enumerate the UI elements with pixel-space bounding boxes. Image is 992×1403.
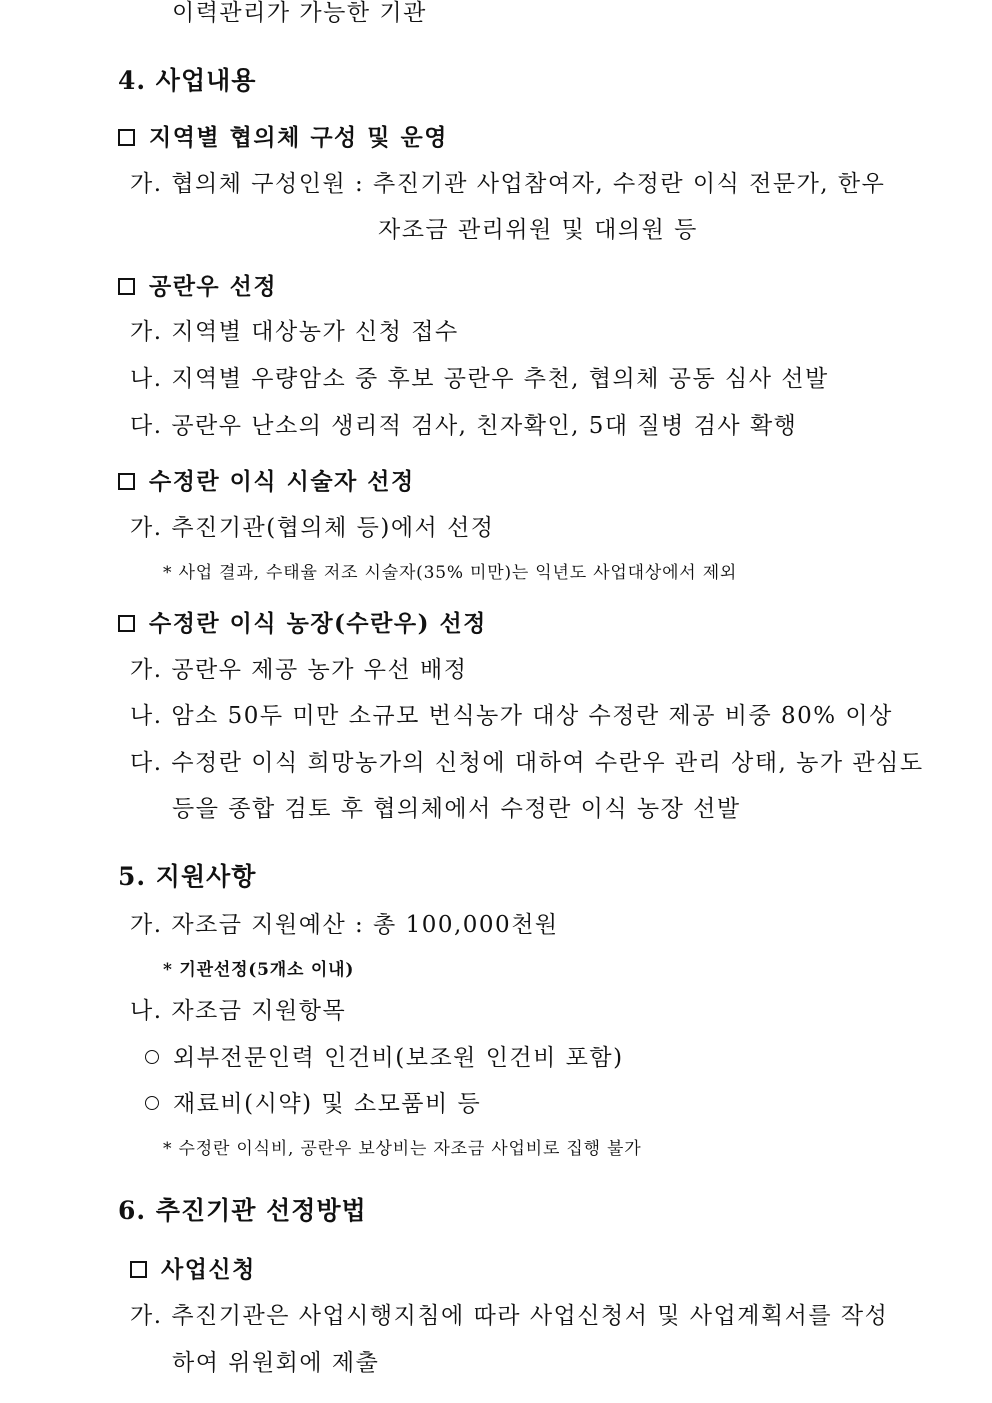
subheading-council [118, 126, 448, 149]
subheading-application [130, 1258, 256, 1281]
bullet-text: 재료비(시약) 및 소모품비 등 [173, 1091, 482, 1117]
item-text: 가. 협의체 구성인원 : 추진기관 사업참여자, 수정란 이식 전문가, 한우 [130, 171, 886, 197]
checkbox-square-icon [118, 615, 135, 632]
item-text: 가. 자조금 지원예산 : 총 100,000천원 [130, 912, 559, 938]
footnote: * 수정란 이식비, 공란우 보상비는 자조금 사업비로 집행 불가 [163, 1139, 642, 1159]
bullet-item [145, 1093, 481, 1116]
item-text: 나. 지역별 우량암소 중 후보 공란우 추천, 협의체 공동 심사 선발 [130, 366, 829, 392]
item-text-continued: 자조금 관리위원 및 대의원 등 [378, 217, 698, 243]
subheading-text: 수정란 이식 농장(수란우) 선정 [149, 610, 487, 637]
subheading-technician [118, 470, 415, 493]
subheading-donor-cow [118, 275, 277, 298]
section-heading-6: 6. 추진기관 선정방법 [118, 1196, 367, 1225]
subheading-text: 공란우 선정 [149, 273, 278, 300]
footnote: * 기관선정(5개소 이내) [163, 960, 355, 980]
subheading-recipient-farm [118, 612, 487, 635]
checkbox-square-icon [118, 473, 135, 490]
item-text: 다. 공란우 난소의 생리적 검사, 친자확인, 5대 질병 검사 확행 [130, 413, 798, 439]
item-text-continued: 하여 위원회에 제출 [172, 1350, 380, 1376]
section-heading-4: 4. 사업내용 [118, 66, 257, 95]
bullet-item [145, 1047, 624, 1070]
item-text: 가. 지역별 대상농가 신청 접수 [130, 319, 459, 345]
circle-bullet-icon [145, 1050, 159, 1064]
subheading-text: 수정란 이식 시술자 선정 [149, 468, 415, 495]
item-text-continued: 등을 종합 검토 후 협의체에서 수정란 이식 농장 선발 [172, 796, 741, 822]
item-text: 가. 추진기관(협의체 등)에서 선정 [130, 515, 495, 541]
subheading-text: 사업신청 [161, 1256, 256, 1283]
item-text: 나. 암소 50두 미만 소규모 번식농가 대상 수정란 제공 비중 80% 이상 [130, 703, 893, 729]
checkbox-square-icon [130, 1261, 147, 1278]
bullet-text: 외부전문인력 인건비(보조원 인건비 포함) [173, 1045, 624, 1071]
checkbox-square-icon [118, 129, 135, 146]
circle-bullet-icon [145, 1096, 159, 1110]
section-heading-5: 5. 지원사항 [118, 862, 257, 891]
item-text: 나. 자조금 지원항목 [130, 998, 347, 1024]
item-text: 가. 추진기관은 사업시행지침에 따라 사업신청서 및 사업계획서를 작성 [130, 1303, 889, 1329]
footnote: * 사업 결과, 수태율 저조 시술자(35% 미만)는 익년도 사업대상에서 제외 [163, 563, 738, 583]
subheading-text: 지역별 협의체 구성 및 운영 [149, 124, 448, 151]
checkbox-square-icon [118, 278, 135, 295]
item-text: 다. 수정란 이식 희망농가의 신청에 대하여 수란우 관리 상태, 농가 관심도 [130, 750, 924, 776]
item-text: 가. 공란우 제공 농가 우선 배정 [130, 657, 468, 683]
continued-line: 이력관리가 가능한 기관 [172, 0, 427, 26]
